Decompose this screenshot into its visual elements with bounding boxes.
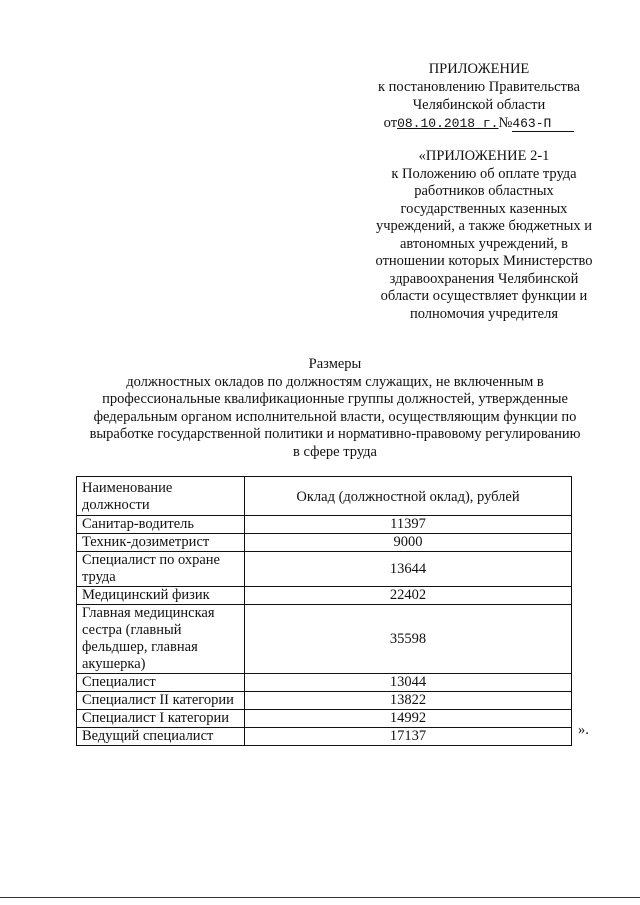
salary-cell: 14992 xyxy=(245,710,572,728)
table-row xyxy=(77,534,572,552)
position-cell: Ведущий специалист xyxy=(77,728,245,746)
salary-cell: 17137 xyxy=(245,728,572,746)
table-row xyxy=(77,587,572,605)
position-cell: Специалист I категории xyxy=(77,710,245,728)
position-cell: Техник-дозиметрист xyxy=(77,534,245,552)
position-cell: Главная медицинская сестра (главный фельдшер, главная акушерка) xyxy=(77,605,245,674)
title-line: федеральным органом исполнительной власти, осуществляющим функции по xyxy=(93,408,577,425)
table-row xyxy=(77,692,572,710)
salary-cell: 13644 xyxy=(245,552,572,587)
header-position: Наименование должности xyxy=(77,477,245,516)
decree-number: 463-П xyxy=(512,116,552,131)
table-row xyxy=(77,728,572,746)
decree-date: 08.10.2018 г. xyxy=(397,116,499,131)
decree-number-label: № xyxy=(498,115,513,131)
header-salary: Оклад (должностной оклад), рублей xyxy=(245,477,572,516)
appendix2-line: автономных учреждений, в xyxy=(399,235,569,252)
appendix2-line: к Положению об оплате труда xyxy=(391,165,577,182)
appendix2-line: полномочия учредителя xyxy=(409,305,559,322)
table-header-row xyxy=(77,477,572,516)
table-row xyxy=(77,605,572,674)
appendix2-line: отношении которых Министерство xyxy=(375,253,593,269)
salary-cell: 35598 xyxy=(245,605,572,674)
position-cell: Специалист II категории xyxy=(77,692,245,710)
appendix2-line: области осуществляет функции и xyxy=(380,288,588,304)
appendix2-line: учреждений, а также бюджетных и xyxy=(375,218,593,234)
title-line: должностных окладов по должностям служащих, не включенным в xyxy=(126,373,544,390)
salary-cell: 13822 xyxy=(245,692,572,710)
page-bottom-divider xyxy=(0,897,640,898)
position-cell: Специалист xyxy=(77,674,245,692)
title-line: Размеры xyxy=(308,356,362,372)
position-cell: Специалист по охране труда xyxy=(77,552,245,587)
appendix2-line: государственных казенных xyxy=(400,200,568,217)
position-cell: Медицинский физик xyxy=(77,587,245,605)
document-title xyxy=(60,356,610,461)
salary-cell: 22402 xyxy=(245,587,572,605)
closing-quote: ». xyxy=(578,722,589,738)
salary-cell: 11397 xyxy=(245,516,572,534)
appendix2-line: «ПРИЛОЖЕНИЕ 2-1 xyxy=(418,148,550,164)
appendix-line: к постановлению Правительства xyxy=(378,79,580,95)
title-line: в сфере труда xyxy=(293,443,377,460)
position-cell: Санитар-водитель xyxy=(77,516,245,534)
title-line: выработке государственной политики и нормативно-правовому регулированию xyxy=(89,426,581,442)
appendix2-line: здравоохранения Челябинской xyxy=(389,270,579,287)
decree-reference xyxy=(355,114,603,133)
table-row xyxy=(77,674,572,692)
appendix-header xyxy=(355,60,603,133)
appendix-2-1-block xyxy=(360,148,608,323)
decree-prefix: от xyxy=(383,115,398,131)
table-row xyxy=(77,516,572,534)
salary-cell: 13044 xyxy=(245,674,572,692)
table-row xyxy=(77,710,572,728)
appendix-title: ПРИЛОЖЕНИЕ xyxy=(428,61,530,77)
salary-table xyxy=(76,476,572,746)
table-row xyxy=(77,552,572,587)
appendix2-line: работников областных xyxy=(414,183,554,199)
appendix-line: Челябинской области xyxy=(412,97,546,113)
salary-cell: 9000 xyxy=(245,534,572,552)
title-line: профессиональные квалификационные группы должностей, утвержденные xyxy=(102,391,568,407)
